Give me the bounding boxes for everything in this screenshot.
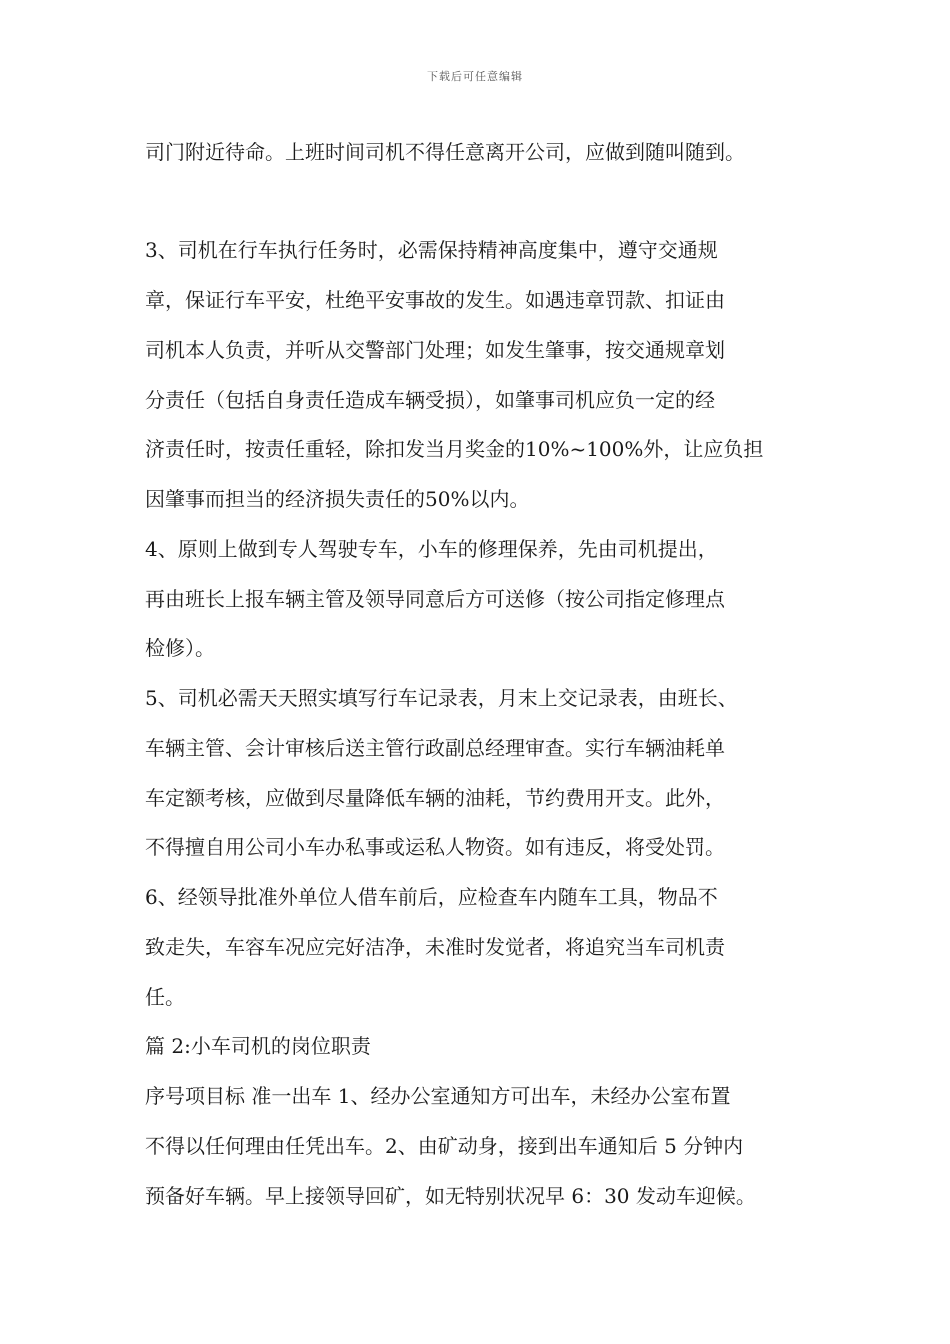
text-line: 不得以任何理由任凭出车。2、由矿动身，接到出车通知后 5 分钟内 [145,1134,744,1158]
text-line: 预备好车辆。早上接领导回矿，如无特别状况早 6：30 发动车迎候。 [145,1184,756,1208]
text-line: 车辆主管、会计审核后送主管行政副总经理审查。实行车辆油耗单 [145,736,725,760]
text-line: 检修）。 [145,636,215,660]
text-line: 致走失，车容车况应完好洁净，未准时发觉者，将追究当车司机责 [145,935,725,959]
text-line: 任。 [145,985,185,1009]
text-line: 5、司机必需天天照实填写行车记录表，月末上交记录表，由班长、 [145,686,738,710]
text-line: 3、司机在行车执行任务时，必需保持精神高度集中，遵守交通规 [145,238,718,262]
text-line: 序号项目标 准一出车 1、经办公室通知方可出车，未经办公室布置 [145,1084,731,1108]
page-header: 下载后可任意编辑 [427,70,523,83]
text-line: 分责任（包括自身责任造成车辆受损），如肇事司机应负一定的经 [145,388,715,412]
text-line: 再由班长上报车辆主管及领导同意后方可送修（按公司指定修理点 [145,587,725,611]
text-line: 司机本人负责，并听从交警部门处理；如发生肇事，按交通规章划 [145,338,725,362]
text-line: 章，保证行车平安，杜绝平安事故的发生。如遇违章罚款、扣证由 [145,288,725,312]
text-line: 车定额考核，应做到尽量降低车辆的油耗，节约费用开支。此外， [145,786,725,810]
text-line: 4、原则上做到专人驾驶专车，小车的修理保养，先由司机提出， [145,537,718,561]
text-line: 济责任时，按责任重轻，除扣发当月奖金的10%~100%外，让应负担 [145,437,764,461]
text-line: 不得擅自用公司小车办私事或运私人物资。如有违反，将受处罚。 [145,835,725,859]
text-line: 因肇事而担当的经济损失责任的50%以内。 [145,487,530,511]
section-heading: 篇 2:小车司机的岗位职责 [145,1034,371,1058]
text-line: 司门附近待命。上班时间司机不得任意离开公司，应做到随叫随到。 [145,140,745,164]
text-line: 6、经领导批准外单位人借车前后，应检查车内随车工具，物品不 [145,885,718,909]
